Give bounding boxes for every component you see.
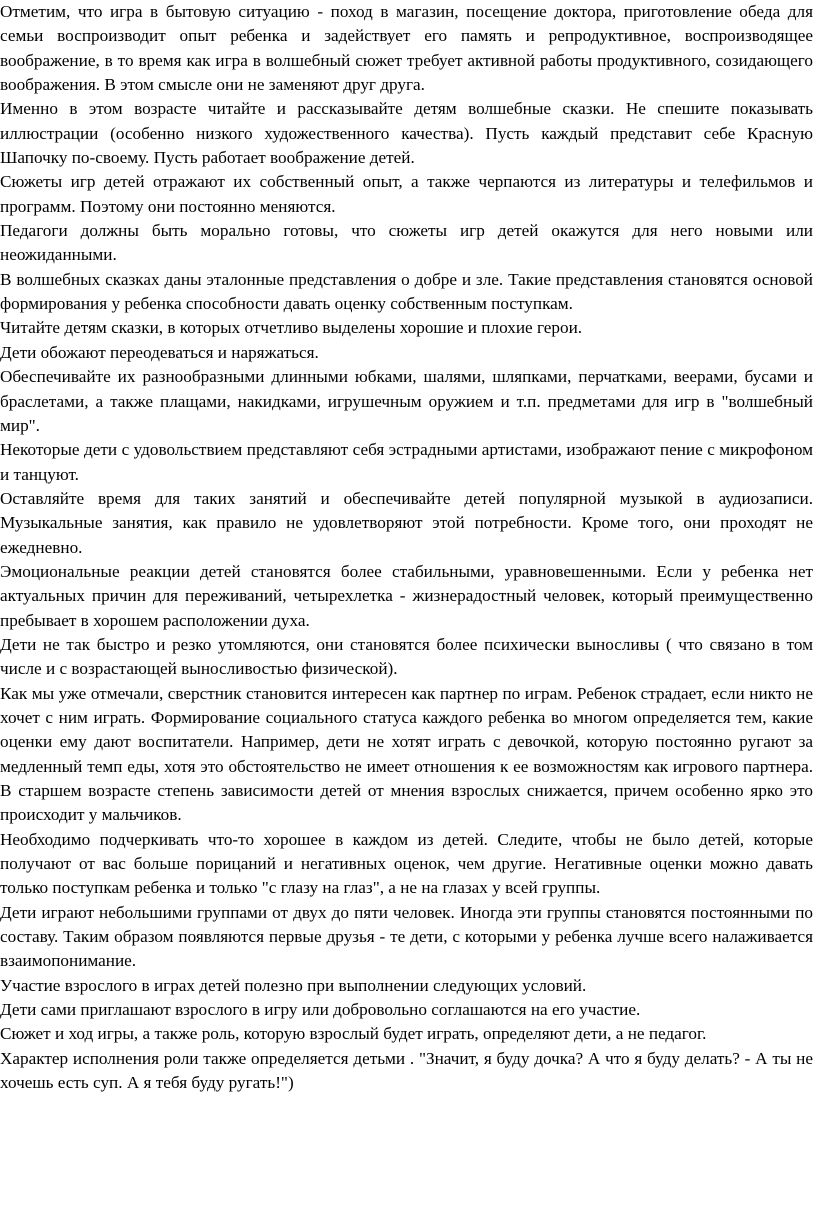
paragraph-costume-props: Обеспечивайте их разнообразными длинными юбками, шалями, шляпками, перчатками, веерами, бусами и браслетами, а также плащами, накидками, игрушечным оружием и т.п. предметами для игр в "волшебный мир". [0,367,813,435]
paragraph-peer-partner: Как мы уже отмечали, сверстник становится интересен как партнер по играм. Ребенок страдает, если никто не хочет с ним играть. Формирование социального статуса каждого ребенка во многом определяется тем, какие оценки ему дают воспитатели. Например, дети не хотят играть с девочкой, которую постоянно ругают за медленный темп еды, хотя это обстоятельство не имеет отношения к ее возможностям как игрового партнера. В старшем возрасте степень зависимости детей от мнения взрослых снижается, причем особенно ярко это происходит у мальчиков. [0,683,813,825]
paragraph-teachers-readiness: Педагоги должны быть морально готовы, что сюжеты игр детей окажутся для него новыми или неожиданными. [0,221,813,265]
paragraph-dress-up: Дети обожают переодеваться и наряжаться. [0,342,319,362]
paragraph-emphasize-good: Необходимо подчеркивать что-то хорошее в каждом из детей. Следите, чтобы не было детей, которые получают от вас больше порицаний и негативных оценок, чем другие. Негативные оценки можно давать только поступкам ребенка и только "с глазу на глаз", а не на глазах у всей группы. [0,829,813,898]
paragraph-play-plots-sources: Сюжеты игр детей отражают их собственный опыт, а также черпаются из литературы и телефильмов и программ. Поэтому они постоянно меняются. [0,172,813,216]
paragraph-stage-artists: Некоторые дети с удовольствием представляют себя эстрадными артистами, изображают пение с микрофоном и танцуют. [0,440,813,484]
paragraph-good-and-evil: В волшебных сказках даны эталонные представления о добре и зле. Такие представления становятся основой формирования у ребенка способности давать оценку собственным поступкам. [0,269,813,314]
paragraph-music-time: Оставляйте время для таких занятий и обеспечивайте детей популярной музыкой в аудиозаписи. Музыкальные занятия, как правило не удовлетворяют этой потребности. Кроме того, они проходят не ежедневно. [0,488,813,557]
paragraph-adult-participation: Участие взрослого в играх детей полезно при выполнении следующих условий. [0,975,587,995]
paragraph-fairy-tales-reading: Именно в этом возрасте читайте и рассказывайте детям волшебные сказки. Не спешите показывать иллюстрации (особенно низкого художественного качества). Пусть каждый представит себе Красную Шапочку по-своему. Пусть работает воображение детей. [0,99,813,168]
paragraph-plot-by-children: Сюжет и ход игры, а также роль, которую взрослый будет играть, определяют дети, а не педагог. [0,1024,707,1044]
paragraph-invitation: Дети сами приглашают взрослого в игру или добровольно соглашаются на его участие. [0,1000,641,1020]
paragraph-emotional-reactions: Эмоциональные реакции детей становятся более стабильными, уравновешенными. Если у ребенка нет актуальных причин для переживаний, четырехлетка - жизнерадостный человек, который преимущественно пребывает в хорошем расположении духа. [0,561,813,630]
paragraph-endurance: Дети не так быстро и резко утомляются, они становятся более психически выносливы ( что связано в том числе и с возрастающей выносливостью физической). [0,634,813,679]
paragraph-small-groups: Дети играют небольшими группами от двух до пяти человек. Иногда эти группы становятся постоянными по составу. Таким образом появляются первые друзья - те дети, с которыми у ребенка лучше всего налаживается взаимопонимание. [0,902,813,971]
paragraph-role-character: Характер исполнения роли также определяется детьми . "Значит, я буду дочка? А что я буду делать? - А ты не хочешь есть суп. А я тебя буду ругать!") [0,1048,813,1093]
paragraph-play-imagination: Отметим, что игра в бытовую ситуацию - поход в магазин, посещение доктора, приготовление обеда для семьи воспроизводит опыт ребенка и задействует его память и репродуктивное, воспроизводящее воображение, в то время как игра в волшебный сюжет требует активной работы продуктивного, созидающего воображения. В этом смысле они не заменяют друг друга. [0,2,813,95]
paragraph-read-tales-heroes: Читайте детям сказки, в которых отчетливо выделены хорошие и плохие герои. [0,318,583,338]
